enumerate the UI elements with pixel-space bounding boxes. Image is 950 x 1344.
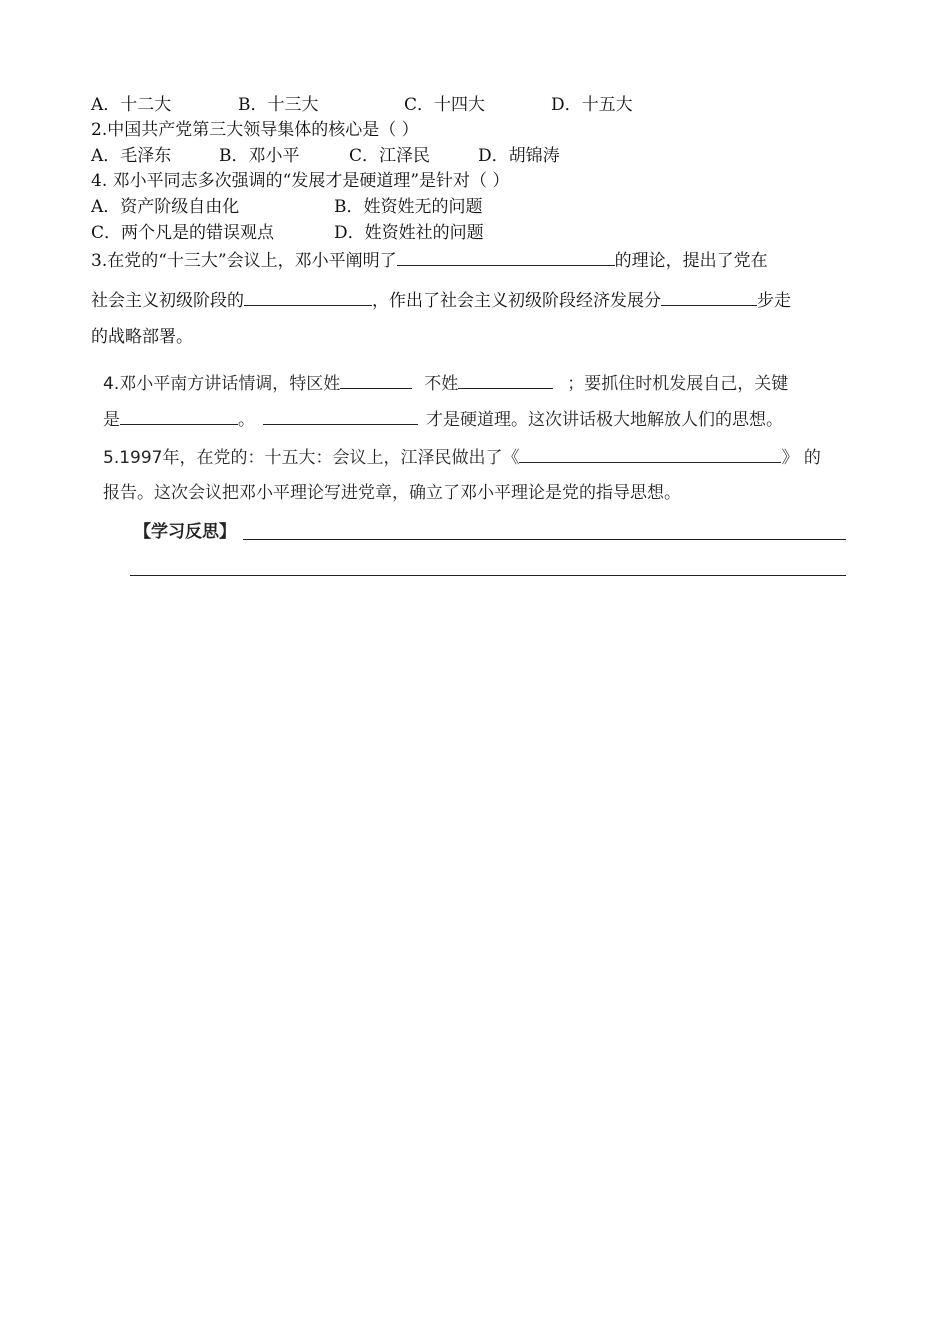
fill4-text-6: 才是硬道理。这次讲话极大地解放人们的思想。: [426, 410, 783, 430]
reflection-label: 【学习反思】: [134, 522, 236, 542]
fill4-text-4: 是: [103, 410, 120, 430]
q4-option-c: C．两个凡是的错误观点: [91, 223, 275, 243]
fill5-line2: 报告。这次会议把邓小平理论写进党章，确立了邓小平理论是党的指导思想。: [103, 483, 681, 503]
q1-option-a: A．十二大: [91, 95, 172, 115]
fill3-text-2: 的理论，提出了党在: [614, 251, 768, 271]
fill5-blank-1[interactable]: [519, 445, 781, 463]
q1-option-c: C．十四大: [404, 95, 486, 115]
fill3-line1: [91, 248, 768, 272]
q1-option-d: D．十五大: [551, 95, 633, 115]
fill5-text-2: 》 的: [781, 448, 821, 468]
q2-option-a: A．毛泽东: [91, 146, 172, 166]
reflection-line-2[interactable]: [130, 575, 846, 576]
fill3-text-3: 社会主义初级阶段的: [91, 291, 244, 311]
fill3-text-4: ，作出了社会主义初级阶段经济发展分: [372, 291, 661, 311]
fill3-text-1: 3.在党的“十三大”会议上，邓小平阐明了: [91, 251, 397, 271]
q2-option-d: D．胡锦涛: [478, 146, 560, 166]
fill3-blank-2[interactable]: [244, 288, 372, 306]
fill5-text-1: 5.1997年，在党的：十五大：会议上，江泽民做出了《: [103, 448, 520, 468]
q4-stem: 4. 邓小平同志多次强调的“发展才是硬道理”是针对（ ）: [91, 171, 510, 191]
fill4-blank-3[interactable]: [120, 407, 238, 425]
fill4-text-2: 不姓: [424, 374, 459, 394]
q4-option-d: D．姓资姓社的问题: [334, 223, 484, 243]
fill4-blank-4[interactable]: [263, 407, 418, 425]
fill4-blank-2[interactable]: [458, 371, 553, 389]
reflection-line-1[interactable]: [243, 539, 846, 540]
fill3-blank-1[interactable]: [397, 248, 615, 266]
q2-option-c: C．江泽民: [349, 146, 431, 166]
q4-option-a: A．资产阶级自由化: [91, 197, 240, 217]
q4-option-b: B．姓资姓无的问题: [334, 197, 483, 217]
q2-stem: 2.中国共产党第三大领导集体的核心是（ ）: [91, 120, 419, 140]
q1-option-b: B．十三大: [238, 95, 319, 115]
fill4-line2: [103, 407, 783, 431]
fill4-text-3: ；要抓住时机发展自己，关键: [567, 374, 789, 394]
fill3-text-5: 步走: [757, 291, 791, 311]
fill4-blank-1[interactable]: [340, 371, 412, 389]
fill3-line3: 的战略部署。: [91, 327, 193, 347]
fill3-line2: [91, 288, 791, 312]
fill3-blank-3[interactable]: [661, 288, 757, 306]
fill5-line1: [103, 445, 821, 469]
fill4-text-1: 4.邓小平南方讲话情调，特区姓: [103, 374, 341, 394]
q2-option-b: B．邓小平: [219, 146, 300, 166]
fill4-line1: [103, 371, 788, 395]
fill4-text-5: 。: [238, 410, 255, 430]
